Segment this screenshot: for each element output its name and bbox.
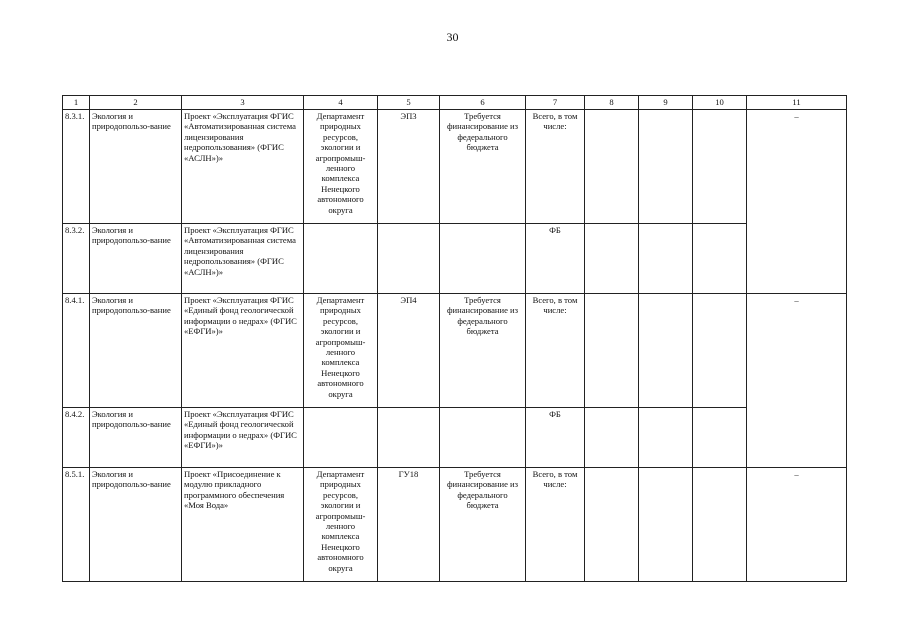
- col8-cell: [585, 110, 639, 224]
- department-cell: Департамент природных ресурсов, экологии и агропромыш-ленного комплекса Ненецкого автономного округа: [304, 110, 378, 224]
- total-cell: Всего, в том числе:: [526, 468, 585, 582]
- project-cell: Проект «Эксплуатация ФГИС «Единый фонд геологической информации о недрах» (ФГИС «ЕФГИ»)»: [182, 294, 304, 408]
- budget-cell: ФБ: [526, 408, 585, 468]
- header-cell-9: 9: [639, 96, 693, 110]
- sphere-cell: Экология и природопользо-вание: [90, 408, 182, 468]
- status-cell: Требуется финансирование из федерального бюджета: [440, 294, 526, 408]
- row-number: 8.3.1.: [63, 110, 90, 224]
- department-cell: Департамент природных ресурсов, экологии и агропромыш-ленного комплекса Ненецкого автономного округа: [304, 468, 378, 582]
- sphere-cell: Экология и природопользо-вание: [90, 294, 182, 408]
- col10-cell: [693, 110, 747, 224]
- col8-cell: [585, 294, 639, 408]
- col10-cell: [693, 224, 747, 294]
- code-cell: ЭП3: [378, 110, 440, 224]
- header-cell-1: 1: [63, 96, 90, 110]
- col9-cell: [639, 408, 693, 468]
- budget-cell: ФБ: [526, 224, 585, 294]
- code-cell: [378, 408, 440, 468]
- sphere-cell: Экология и природопользо-вание: [90, 224, 182, 294]
- table-row: [63, 110, 847, 224]
- header-cell-8: 8: [585, 96, 639, 110]
- department-cell: [304, 224, 378, 294]
- department-cell: [304, 408, 378, 468]
- project-cell: Проект «Эксплуатация ФГИС «Единый фонд геологической информации о недрах» (ФГИС «ЕФГИ»)»: [182, 408, 304, 468]
- project-cell: Проект «Эксплуатация ФГИС «Автоматизированная система лицензирования недропользования» (ФГИС «АСЛН»)»: [182, 110, 304, 224]
- col11-cell: –: [747, 468, 847, 582]
- col9-cell: [639, 468, 693, 582]
- header-cell-5: 5: [378, 96, 440, 110]
- header-cell-11: 11: [747, 96, 847, 110]
- status-cell: Требуется финансирование из федерального бюджета: [440, 110, 526, 224]
- col11-cell: –: [747, 294, 847, 468]
- status-cell: [440, 408, 526, 468]
- col9-cell: [639, 224, 693, 294]
- header-cell-6: 6: [440, 96, 526, 110]
- row-number: 8.5.1.: [63, 468, 90, 582]
- table-row: [63, 408, 847, 468]
- table-row: [63, 224, 847, 294]
- header-cell-4: 4: [304, 96, 378, 110]
- status-cell: [440, 224, 526, 294]
- header-cell-2: 2: [90, 96, 182, 110]
- sphere-cell: Экология и природопользо-вание: [90, 110, 182, 224]
- col8-cell: [585, 408, 639, 468]
- sphere-cell: Экология и природопользо-вание: [90, 468, 182, 582]
- col8-cell: [585, 468, 639, 582]
- col8-cell: [585, 224, 639, 294]
- header-cell-7: 7: [526, 96, 585, 110]
- total-cell: Всего, в том числе:: [526, 294, 585, 408]
- total-cell: Всего, в том числе:: [526, 110, 585, 224]
- col11-cell: –: [747, 110, 847, 294]
- code-cell: [378, 224, 440, 294]
- row-number: 8.3.2.: [63, 224, 90, 294]
- code-cell: ЭП4: [378, 294, 440, 408]
- table-header-row: [63, 96, 847, 110]
- status-cell: Требуется финансирование из федерального бюджета: [440, 468, 526, 582]
- col10-cell: [693, 408, 747, 468]
- program-table: [62, 95, 847, 582]
- col9-cell: [639, 110, 693, 224]
- project-cell: Проект «Эксплуатация ФГИС «Автоматизированная система лицензирования недропользования» (ФГИС «АСЛН»)»: [182, 224, 304, 294]
- project-cell: Проект «Присоединение к модулю прикладного программного обеспечения «Моя Вода»: [182, 468, 304, 582]
- table-row: [63, 468, 847, 582]
- col10-cell: [693, 294, 747, 408]
- row-number: 8.4.2.: [63, 408, 90, 468]
- department-cell: Департамент природных ресурсов, экологии и агропромыш-ленного комплекса Ненецкого автономного округа: [304, 294, 378, 408]
- page-number: 30: [446, 30, 459, 44]
- code-cell: ГУ18: [378, 468, 440, 582]
- row-number: 8.4.1.: [63, 294, 90, 408]
- col9-cell: [639, 294, 693, 408]
- header-cell-10: 10: [693, 96, 747, 110]
- col10-cell: [693, 468, 747, 582]
- header-cell-3: 3: [182, 96, 304, 110]
- table-row: [63, 294, 847, 408]
